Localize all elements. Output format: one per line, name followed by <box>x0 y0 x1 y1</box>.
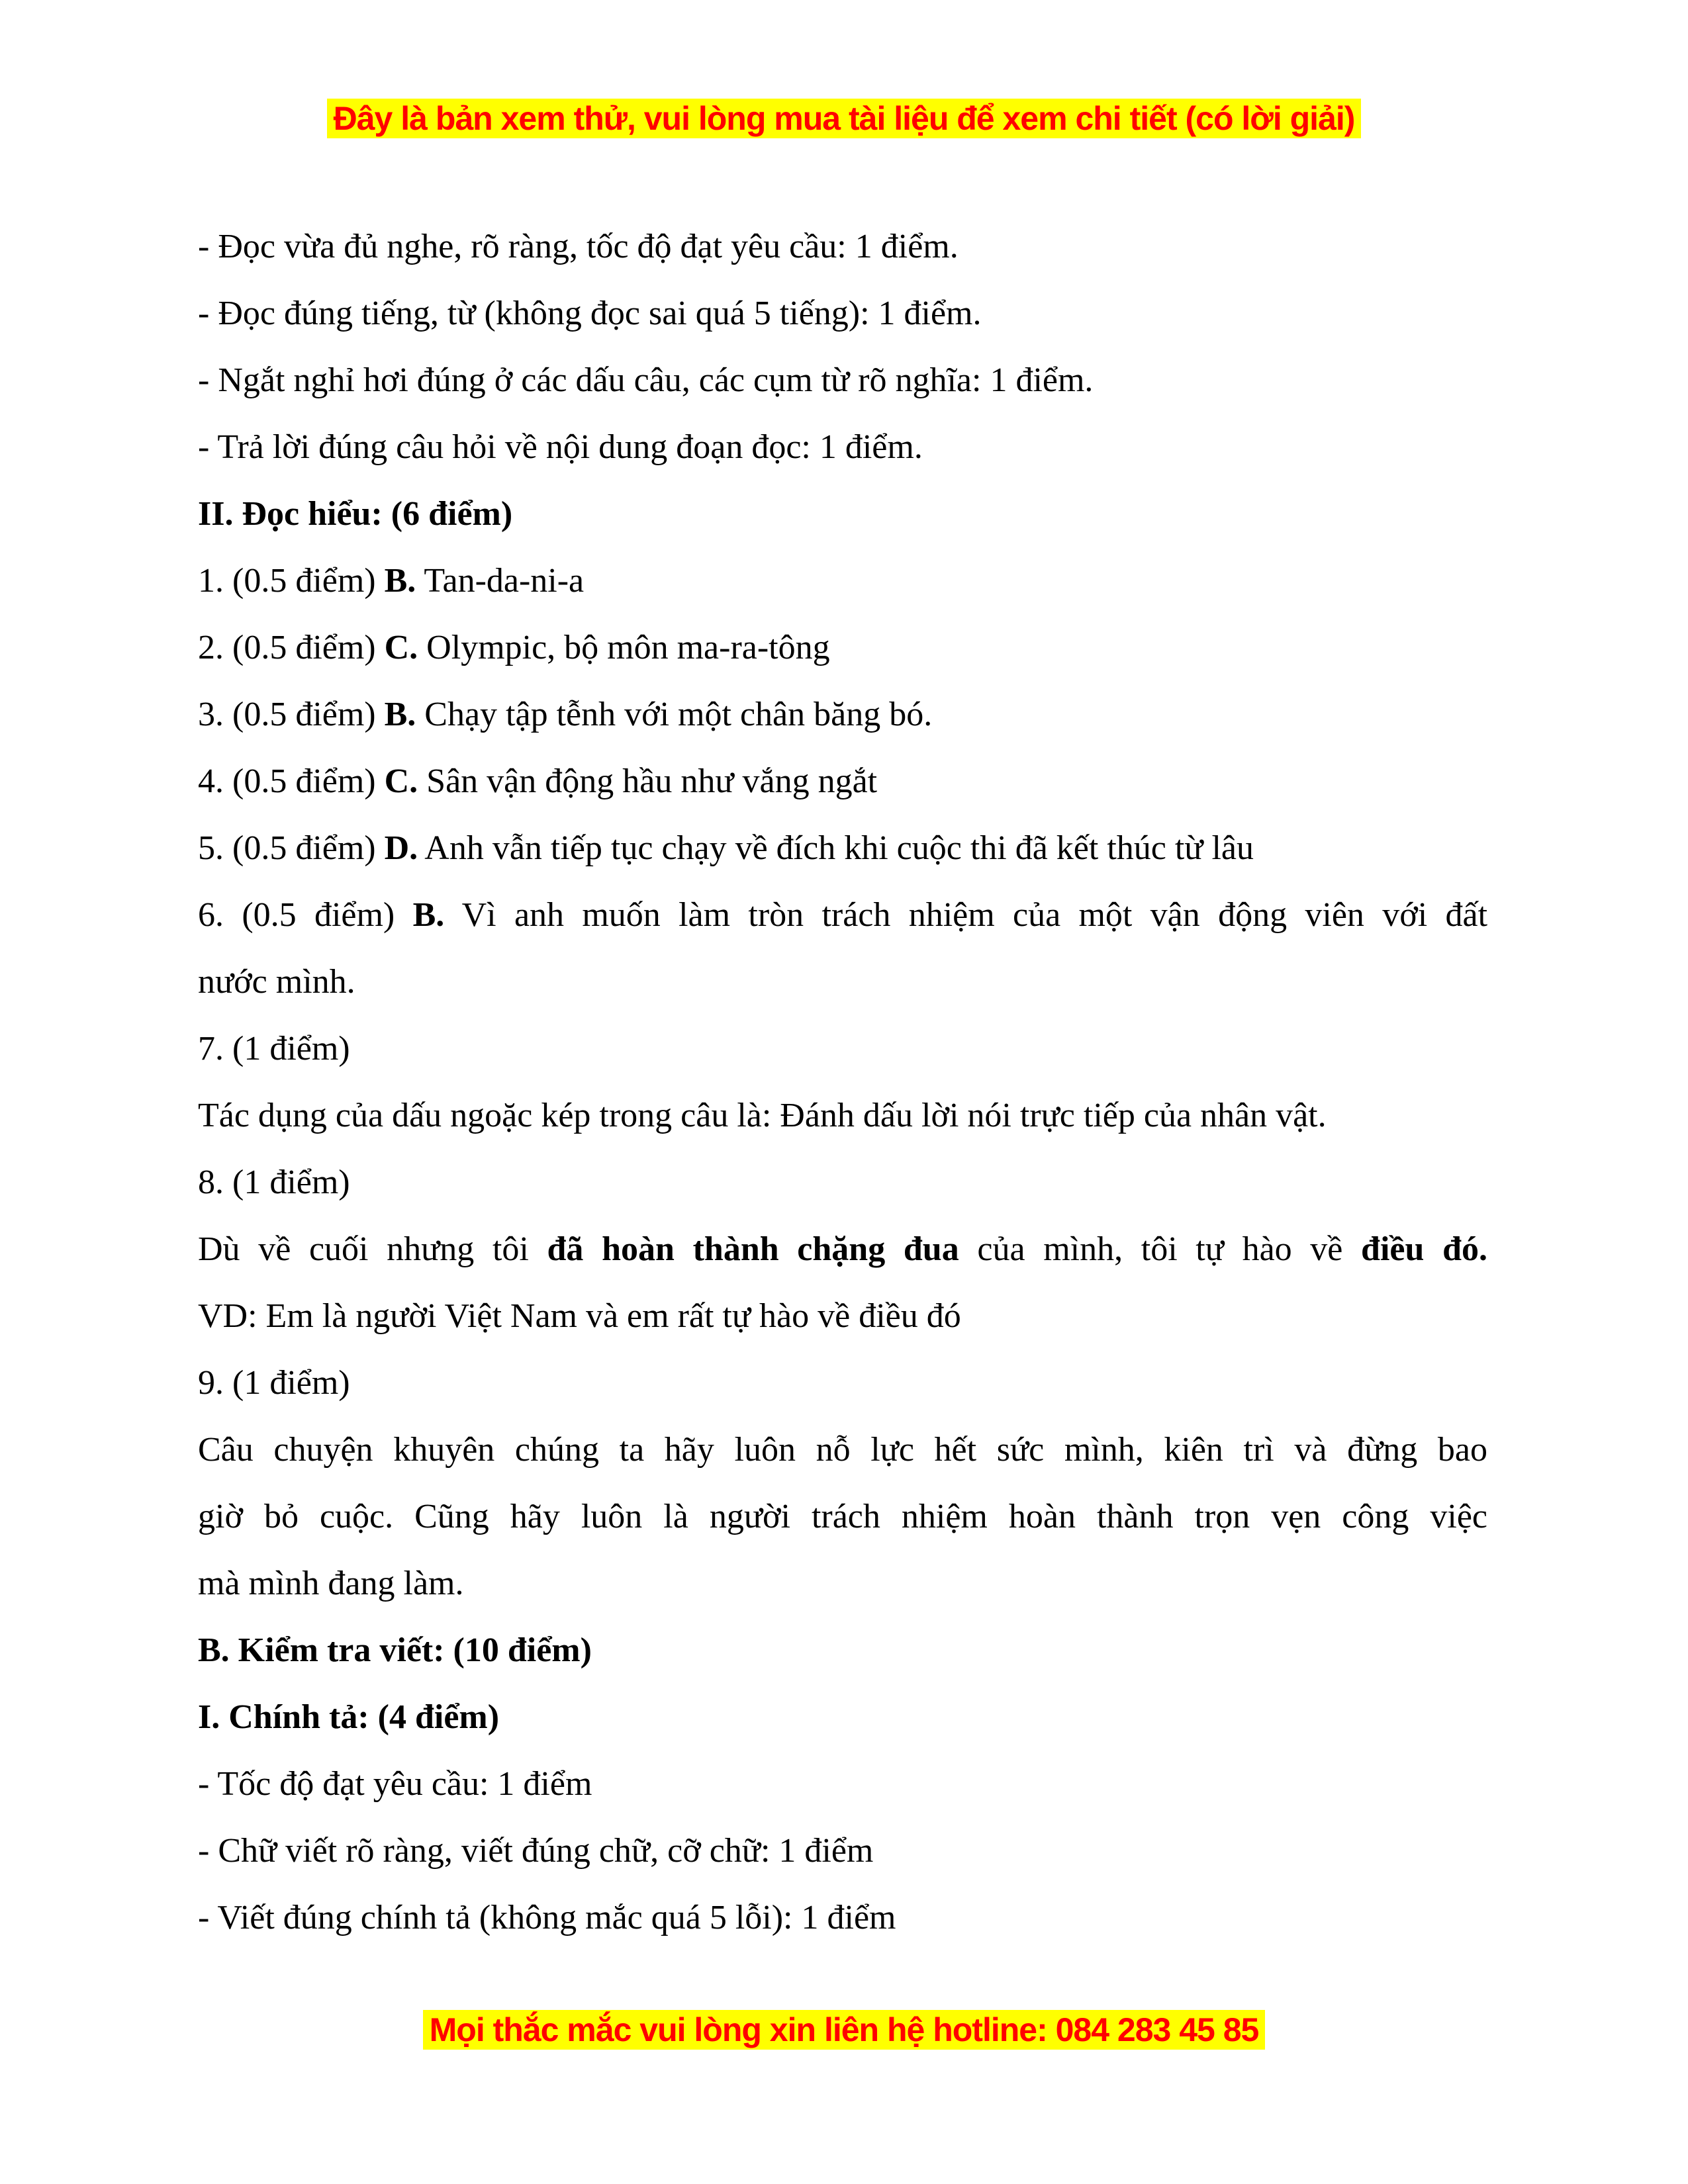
text-line <box>198 1483 1487 1550</box>
bold-text-segment: C. <box>384 629 418 666</box>
text-line <box>198 414 1487 480</box>
bold-text-segment: B. <box>384 562 416 600</box>
text-line <box>198 1817 1487 1884</box>
hotline-banner: Mọi thắc mắc vui lòng xin liên hệ hotline: 084 283 45 85 <box>423 2010 1266 2050</box>
text-segment: 6. (0.5 điểm) <box>198 896 413 934</box>
text-segment: Dù về cuối nhưng tôi <box>198 1230 547 1268</box>
text-line <box>198 1349 1487 1416</box>
text-segment: 4. (0.5 điểm) <box>198 762 385 800</box>
text-line <box>198 1082 1487 1149</box>
bold-text-segment: C. <box>384 762 418 800</box>
text-segment: 9. (1 điểm) <box>198 1364 350 1402</box>
text-line <box>198 547 1487 614</box>
text-line <box>198 480 1487 547</box>
bold-text-segment: B. <box>384 696 416 733</box>
text-segment: - Ngắt nghỉ hơi đúng ở các dấu câu, các cụm từ rõ nghĩa: 1 điểm. <box>198 361 1094 399</box>
text-segment: Sân vận động hầu như vắng ngắt <box>418 762 878 800</box>
text-line <box>198 1283 1487 1349</box>
text-segment: Tan-da-ni-a <box>416 562 585 600</box>
text-line <box>198 1216 1487 1283</box>
text-segment: Anh vẫn tiếp tục chạy về đích khi cuộc thi đã kết thúc từ lâu <box>418 829 1254 867</box>
text-segment: 3. (0.5 điểm) <box>198 696 385 733</box>
text-line <box>198 815 1487 882</box>
text-segment: - Đọc đúng tiếng, từ (không đọc sai quá 5 tiếng): 1 điểm. <box>198 295 982 332</box>
text-segment: 2. (0.5 điểm) <box>198 629 385 666</box>
document-body <box>198 213 1487 1951</box>
text-segment: 5. (0.5 điểm) <box>198 829 385 867</box>
text-segment: - Tốc độ đạt yêu cầu: 1 điểm <box>198 1765 592 1803</box>
text-segment: - Trả lời đúng câu hỏi về nội dung đoạn đọc: 1 điểm. <box>198 428 923 466</box>
bold-text-segment: I. Chính tả: (4 điểm) <box>198 1698 500 1736</box>
bold-text-segment: B. <box>412 896 445 934</box>
text-segment: Câu chuyện khuyên chúng ta hãy luôn nỗ lực hết sức mình, kiên trì và đừng bao <box>198 1431 1487 1469</box>
text-segment: - Đọc vừa đủ nghe, rõ ràng, tốc độ đạt yêu cầu: 1 điểm. <box>198 228 959 265</box>
text-segment: của mình, tôi tự hào về <box>959 1230 1362 1268</box>
text-line <box>198 280 1487 347</box>
text-segment: Chạy tập tễnh với một chân băng bó. <box>416 696 933 733</box>
top-banner-row <box>0 99 1688 138</box>
text-segment: 1. (0.5 điểm) <box>198 562 385 600</box>
text-segment: giờ bỏ cuộc. Cũng hãy luôn là người trách nhiệm hoàn thành trọn vẹn công việc <box>198 1498 1487 1535</box>
text-segment: VD: Em là người Việt Nam và em rất tự hào về điều đó <box>198 1297 961 1335</box>
text-line <box>198 347 1487 414</box>
bold-text-segment: đã hoàn thành chặng đua <box>547 1230 959 1268</box>
text-line <box>198 1015 1487 1082</box>
text-segment: - Chữ viết rõ ràng, viết đúng chữ, cỡ chữ: 1 điểm <box>198 1832 874 1870</box>
text-line <box>198 1149 1487 1216</box>
text-line <box>198 213 1487 280</box>
text-segment: Vì anh muốn làm tròn trách nhiệm của một vận động viên với đất <box>444 896 1488 934</box>
text-segment: Tác dụng của dấu ngoặc kép trong câu là: Đánh dấu lời nói trực tiếp của nhân vật. <box>198 1097 1327 1134</box>
text-line <box>198 748 1487 815</box>
text-segment: nước mình. <box>198 963 355 1001</box>
text-segment: - Viết đúng chính tả (không mắc quá 5 lỗi): 1 điểm <box>198 1899 896 1936</box>
text-line <box>198 681 1487 748</box>
text-line <box>198 1884 1487 1951</box>
text-line <box>198 614 1487 681</box>
text-line <box>198 1684 1487 1751</box>
bottom-banner-row <box>0 2010 1688 2050</box>
bold-text-segment: D. <box>384 829 418 867</box>
text-line <box>198 1550 1487 1617</box>
text-line <box>198 1617 1487 1684</box>
text-line <box>198 948 1487 1015</box>
text-line <box>198 1416 1487 1483</box>
text-segment: 8. (1 điểm) <box>198 1163 350 1201</box>
preview-notice-banner: Đây là bản xem thử, vui lòng mua tài liệu để xem chi tiết (có lời giải) <box>327 99 1362 138</box>
bold-text-segment: II. Đọc hiểu: (6 điểm) <box>198 495 513 533</box>
text-segment: mà mình đang làm. <box>198 1565 464 1602</box>
bold-text-segment: B. Kiểm tra viết: (10 điểm) <box>198 1631 592 1669</box>
text-line <box>198 882 1487 948</box>
text-line <box>198 1751 1487 1817</box>
text-segment: 7. (1 điểm) <box>198 1030 350 1068</box>
bold-text-segment: điều đó. <box>1361 1230 1487 1268</box>
text-segment: Olympic, bộ môn ma-ra-tông <box>418 629 830 666</box>
